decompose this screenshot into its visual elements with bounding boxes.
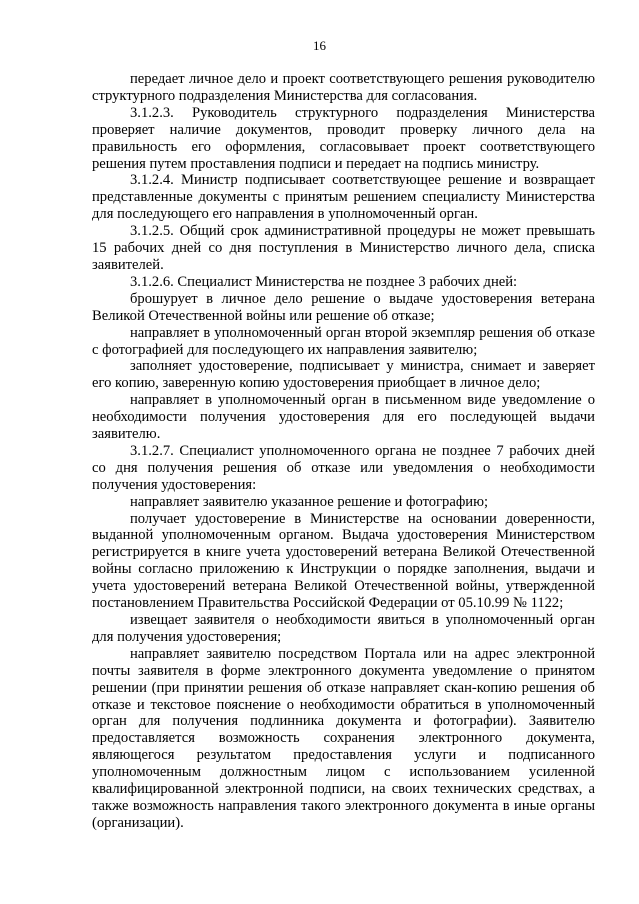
paragraph-3-1-2-6: 3.1.2.6. Специалист Министерства не позднее 3 рабочих дней: [130,273,518,290]
page-number: 16 [313,38,326,53]
paragraph-brochures-decision: брошурует в личное дело решение о выдаче удостоверения ветерана Великой Отечественной войны или решение об отказе; [92,290,595,324]
paragraph-3-1-2-7: 3.1.2.7. Специалист уполномоченного органа не позднее 7 рабочих дней со дня получения решения об отказе или уведомления о необходимости получения удостоверения: [92,442,595,493]
paragraph-handover-personal-file: передает личное дело и проект соответствующего решения руководителю структурного подразделения Министерства для согласования. [92,71,595,104]
paragraph-fills-certificate: заполняет удостоверение, подписывает у министра, снимает и заверяет его копию, заверенную копию удостоверения приобщает в личное дело; [92,358,595,392]
paragraph-electronic-notice: направляет заявителю посредством Портала или на адрес электронной почты заявителя в форме электронного документа уведомление о принятом решении (при принятии решения об отказе направляет скан-копию решения об отказе и текстовое пояснение о необходимости обратиться в уполномоченный орган для получения подлинника документа и фотографии). Заявителю предоставляется возможность сохранения электронного документа, являющегося результатом предоставления услуги и подписанного уполномоченным должностным лицом с использованием усиленной квалифицированной электронной подписи, на своих технических средствах, а также возможность направления такого электронного документа в иные органы (организации). [92,645,595,831]
paragraph-receives-certificate: получает удостоверение в Министерстве на основании доверенности, выданной уполномоченным органом. Выдача удостоверения Министерством регистрируется в книге учета удостоверений ветерана Великой Отечественной войны согласно приложению к Инструкции о порядке заполнения, выдачи и учета удостоверений ветерана Великой Отечественной войны, утвержденной постановлением Правительства Российской Федерации от 05.10.99 № 1122; [92,510,595,612]
paragraph-sends-refusal-copy: направляет в уполномоченный орган второй экземпляр решения об отказе с фотографией для последующего их направления заявителю; [92,324,595,358]
paragraph-notifies-applicant: извещает заявителя о необходимости явиться в уполномоченный орган для получения удостоверения; [92,612,595,645]
document-body [92,71,595,832]
paragraph-sends-notice: направляет в уполномоченный орган в письменном виде уведомление о необходимости получения удостоверения для его последующей выдачи заявителю. [92,392,595,443]
paragraph-3-1-2-5: 3.1.2.5. Общий срок административной процедуры не может превышать 15 рабочих дней со дня поступления в Министерство личного дела, списка заявителей. [92,223,595,273]
paragraph-sends-decision-photo: направляет заявителю указанное решение и фотографию; [130,493,489,510]
paragraph-3-1-2-4: 3.1.2.4. Министр подписывает соответствующее решение и возвращает представленные документы с принятым решением специалисту Министерства для последующего его направления в уполномоченный орган. [92,172,595,223]
paragraph-3-1-2-3: 3.1.2.3. Руководитель структурного подразделения Министерства проверяет наличие документов, проводит проверку личного дела на правильность его оформления, согласовывает проект соответствующего решения путем проставления подписи и передает на подпись министру. [92,104,595,172]
